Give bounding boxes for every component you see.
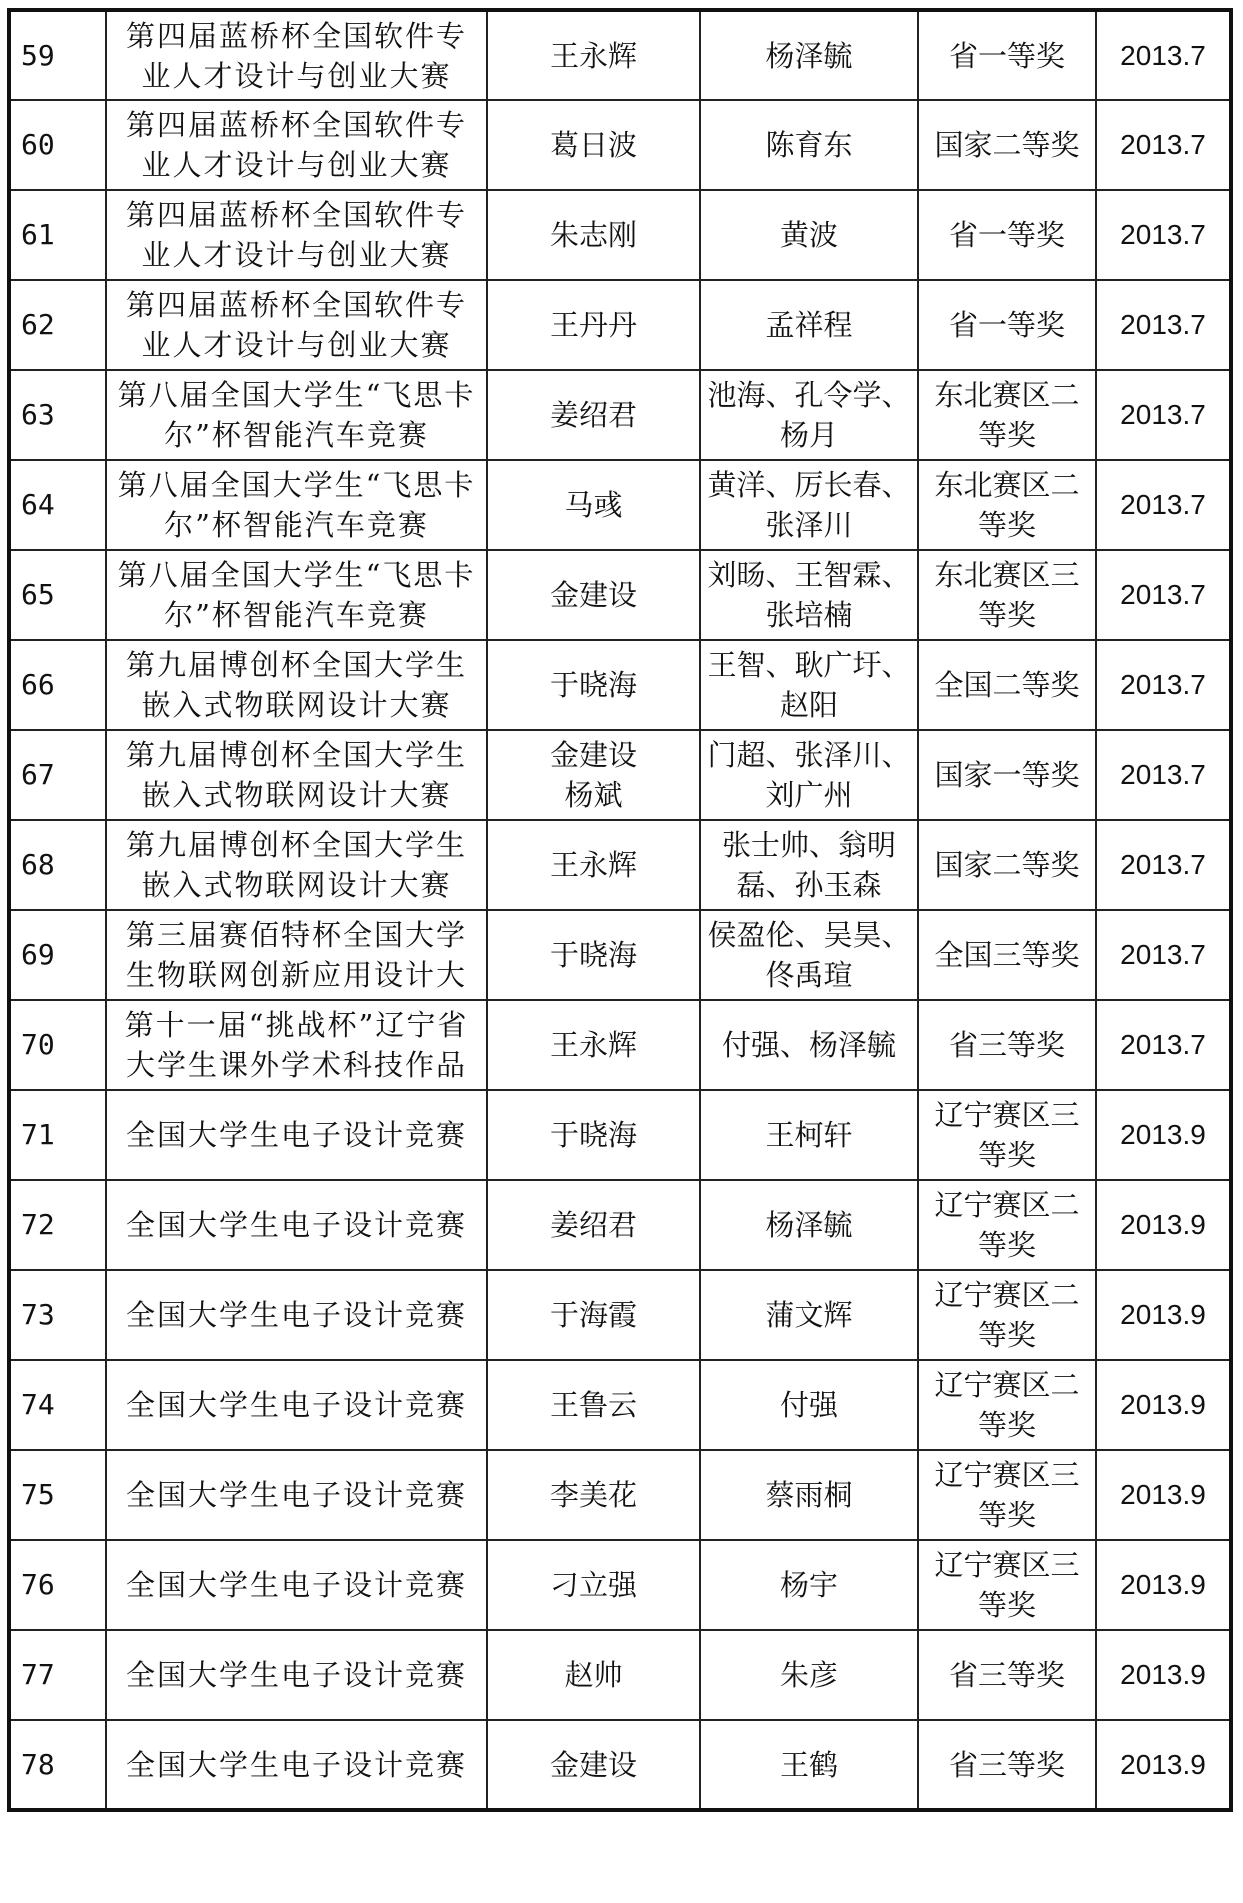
entry-number: 77 xyxy=(9,1630,106,1720)
award-date: 2013.9 xyxy=(1096,1270,1231,1360)
competition-name-line: 全国大学生电子设计竞赛 xyxy=(125,1568,467,1602)
competition-name-line: 全国大学生电子设计竞赛 xyxy=(125,1208,467,1242)
student-names-line: 陈育东 xyxy=(765,128,853,162)
award-level-line: 全国三等奖 xyxy=(934,938,1080,972)
competition-name-line: 第四届蓝桥杯全国软件专 xyxy=(125,198,467,232)
award-level-line: 等奖 xyxy=(977,1588,1036,1622)
competition-name-line: 业人才设计与创业大赛 xyxy=(141,58,452,93)
competition-name-line: 第四届蓝桥杯全国软件专 xyxy=(125,288,467,322)
student-names-line: 侯盈伦、吴昊、 xyxy=(707,918,911,952)
award-level-line: 国家一等奖 xyxy=(934,758,1080,792)
award-table-body xyxy=(9,10,1231,1810)
competition-name xyxy=(106,1540,487,1630)
table-row xyxy=(9,1720,1231,1810)
table-row xyxy=(9,1000,1231,1090)
advisor-names-line: 金建设 xyxy=(549,1747,637,1782)
award-level-line: 东北赛区二 xyxy=(934,378,1080,412)
advisor-names-line: 于海霞 xyxy=(549,1298,637,1332)
award-level-line: 省三等奖 xyxy=(948,1658,1065,1692)
award-date: 2013.7 xyxy=(1096,370,1231,460)
award-date: 2013.7 xyxy=(1096,190,1231,280)
award-date: 2013.9 xyxy=(1096,1540,1231,1630)
student-names xyxy=(700,1540,918,1630)
award-date: 2013.7 xyxy=(1096,460,1231,550)
student-names-line: 刘旸、王智霖、 xyxy=(707,558,911,592)
award-level-line: 辽宁赛区二 xyxy=(934,1188,1080,1222)
entry-number: 74 xyxy=(9,1360,106,1450)
award-level-line: 全国二等奖 xyxy=(934,668,1080,702)
student-names xyxy=(700,1450,918,1540)
student-names-line: 付强 xyxy=(779,1388,838,1422)
student-names xyxy=(700,100,918,190)
advisor-names-line: 王永辉 xyxy=(549,848,637,882)
advisor-names xyxy=(487,640,700,730)
award-level xyxy=(918,1180,1096,1270)
competition-name-line: 第四届蓝桥杯全国软件专 xyxy=(125,18,467,53)
competition-name-line: 全国大学生电子设计竞赛 xyxy=(125,1298,467,1332)
award-level-line: 等奖 xyxy=(977,1138,1036,1172)
student-names-line: 付强、杨泽毓 xyxy=(721,1028,896,1062)
award-level xyxy=(918,1270,1096,1360)
competition-name-line: 全国大学生电子设计竞赛 xyxy=(125,1118,467,1152)
table-row xyxy=(9,910,1231,1000)
advisor-names xyxy=(487,1360,700,1450)
competition-name xyxy=(106,640,487,730)
table-row xyxy=(9,1540,1231,1630)
student-names xyxy=(700,190,918,280)
entry-number: 62 xyxy=(9,280,106,370)
competition-name xyxy=(106,1630,487,1720)
competition-name-line: 业人才设计与创业大赛 xyxy=(141,328,452,362)
advisor-names-line: 朱志刚 xyxy=(549,218,637,252)
award-level-line: 等奖 xyxy=(977,1498,1036,1532)
advisor-names xyxy=(487,190,700,280)
student-names-line: 杨泽毓 xyxy=(765,1208,853,1242)
award-level xyxy=(918,1630,1096,1720)
competition-name-line: 第八届全国大学生“飞思卡 xyxy=(117,558,476,592)
competition-name-line: 嵌入式物联网设计大赛 xyxy=(141,778,452,812)
entry-number: 73 xyxy=(9,1270,106,1360)
competition-name xyxy=(106,1090,487,1180)
competition-name-line: 尔”杯智能汽车竞赛 xyxy=(164,598,429,632)
award-level xyxy=(918,640,1096,730)
advisor-names xyxy=(487,1630,700,1720)
advisor-names-line: 刁立强 xyxy=(549,1568,637,1602)
table-row xyxy=(9,10,1231,100)
student-names xyxy=(700,1630,918,1720)
entry-number: 70 xyxy=(9,1000,106,1090)
student-names xyxy=(700,10,918,100)
competition-name xyxy=(106,550,487,640)
award-level xyxy=(918,10,1096,100)
table-row xyxy=(9,640,1231,730)
student-names-line: 张士帅、翁明 xyxy=(721,828,896,862)
advisor-names-line: 金建设 xyxy=(549,578,637,612)
competition-name-line: 尔”杯智能汽车竞赛 xyxy=(164,418,429,452)
competition-name xyxy=(106,910,487,1000)
student-names-line: 刘广州 xyxy=(765,778,853,812)
competition-name-line: 第九届博创杯全国大学生 xyxy=(125,738,467,772)
award-level xyxy=(918,820,1096,910)
student-names-line: 孟祥程 xyxy=(765,308,853,342)
award-level-line: 省三等奖 xyxy=(948,1028,1065,1062)
entry-number: 69 xyxy=(9,910,106,1000)
advisor-names xyxy=(487,1270,700,1360)
table-row xyxy=(9,190,1231,280)
award-level-line: 国家二等奖 xyxy=(934,848,1080,882)
entry-number: 76 xyxy=(9,1540,106,1630)
award-level xyxy=(918,1540,1096,1630)
student-names-line: 黄波 xyxy=(779,218,838,252)
award-date: 2013.9 xyxy=(1096,1180,1231,1270)
student-names-line: 门超、张泽川、 xyxy=(707,738,911,772)
award-level-line: 等奖 xyxy=(977,1318,1036,1352)
competition-name-line: 全国大学生电子设计竞赛 xyxy=(125,1478,467,1512)
award-level-line: 省一等奖 xyxy=(948,38,1065,73)
student-names xyxy=(700,1090,918,1180)
advisor-names-line: 葛日波 xyxy=(549,128,637,162)
award-date: 2013.7 xyxy=(1096,640,1231,730)
award-level-line: 辽宁赛区三 xyxy=(934,1458,1080,1492)
advisor-names-line: 王永辉 xyxy=(549,1028,637,1062)
competition-name-line: 嵌入式物联网设计大赛 xyxy=(141,868,452,902)
award-date: 2013.9 xyxy=(1096,1720,1231,1810)
advisor-names xyxy=(487,100,700,190)
award-level-line: 东北赛区二 xyxy=(934,468,1080,502)
advisor-names xyxy=(487,370,700,460)
award-level-line: 等奖 xyxy=(977,1228,1036,1262)
award-level xyxy=(918,910,1096,1000)
award-level xyxy=(918,100,1096,190)
award-level-line: 等奖 xyxy=(977,508,1036,542)
student-names xyxy=(700,1000,918,1090)
student-names-line: 王鹤 xyxy=(779,1747,838,1782)
competition-name-line: 业人才设计与创业大赛 xyxy=(141,148,452,182)
award-date: 2013.7 xyxy=(1096,1000,1231,1090)
advisor-names xyxy=(487,550,700,640)
advisor-names-line: 于晓海 xyxy=(549,668,637,702)
entry-number: 61 xyxy=(9,190,106,280)
award-level-line: 国家二等奖 xyxy=(934,128,1080,162)
student-names xyxy=(700,820,918,910)
award-level-line: 等奖 xyxy=(977,418,1036,452)
advisor-names-line: 马彧 xyxy=(564,488,623,522)
entry-number: 60 xyxy=(9,100,106,190)
competition-name xyxy=(106,1360,487,1450)
advisor-names xyxy=(487,10,700,100)
competition-name-line: 第九届博创杯全国大学生 xyxy=(125,828,467,862)
award-date: 2013.7 xyxy=(1096,820,1231,910)
advisor-names xyxy=(487,1540,700,1630)
student-names-line: 杨宇 xyxy=(779,1568,838,1602)
student-names xyxy=(700,730,918,820)
competition-name xyxy=(106,730,487,820)
competition-name xyxy=(106,370,487,460)
competition-name-line: 第八届全国大学生“飞思卡 xyxy=(117,468,476,502)
advisor-names xyxy=(487,730,700,820)
competition-name-line: 第三届赛佰特杯全国大学 xyxy=(125,918,467,952)
competition-name xyxy=(106,1720,487,1810)
student-names-line: 杨泽毓 xyxy=(765,38,853,73)
entry-number: 75 xyxy=(9,1450,106,1540)
table-row xyxy=(9,460,1231,550)
award-level-line: 辽宁赛区三 xyxy=(934,1548,1080,1582)
advisor-names-line: 王丹丹 xyxy=(549,308,637,342)
competition-name xyxy=(106,280,487,370)
award-date: 2013.9 xyxy=(1096,1090,1231,1180)
competition-name-line: 全国大学生电子设计竞赛 xyxy=(125,1747,467,1782)
competition-name xyxy=(106,1000,487,1090)
student-names-line: 王柯轩 xyxy=(765,1118,853,1152)
award-date: 2013.7 xyxy=(1096,280,1231,370)
award-date: 2013.7 xyxy=(1096,910,1231,1000)
competition-name-line: 生物联网创新应用设计大 xyxy=(125,958,467,992)
student-names-line: 蒲文辉 xyxy=(765,1298,853,1332)
advisor-names xyxy=(487,460,700,550)
table-row xyxy=(9,730,1231,820)
award-level xyxy=(918,190,1096,280)
competition-name xyxy=(106,820,487,910)
advisor-names-line: 赵帅 xyxy=(564,1658,623,1692)
competition-name-line: 第八届全国大学生“飞思卡 xyxy=(117,378,476,412)
award-date: 2013.7 xyxy=(1096,10,1231,100)
award-date: 2013.9 xyxy=(1096,1450,1231,1540)
award-date: 2013.7 xyxy=(1096,550,1231,640)
student-names-line: 赵阳 xyxy=(779,688,838,722)
competition-name xyxy=(106,1450,487,1540)
award-level-line: 东北赛区三 xyxy=(934,558,1080,592)
table-row xyxy=(9,1360,1231,1450)
competition-name xyxy=(106,100,487,190)
entry-number: 72 xyxy=(9,1180,106,1270)
advisor-names-line: 于晓海 xyxy=(549,1118,637,1152)
advisor-names xyxy=(487,1180,700,1270)
advisor-names xyxy=(487,1090,700,1180)
award-level xyxy=(918,370,1096,460)
table-row xyxy=(9,1180,1231,1270)
table-row xyxy=(9,1630,1231,1720)
advisor-names xyxy=(487,280,700,370)
student-names xyxy=(700,1180,918,1270)
award-level xyxy=(918,280,1096,370)
table-row xyxy=(9,100,1231,190)
student-names-line: 磊、孙玉森 xyxy=(736,868,882,902)
award-date: 2013.7 xyxy=(1096,100,1231,190)
advisor-names-line: 金建设 xyxy=(549,738,637,772)
student-names xyxy=(700,460,918,550)
advisor-names xyxy=(487,1720,700,1810)
award-level xyxy=(918,1000,1096,1090)
student-names xyxy=(700,1270,918,1360)
award-level-line: 辽宁赛区三 xyxy=(934,1098,1080,1132)
student-names xyxy=(700,550,918,640)
award-level xyxy=(918,1720,1096,1810)
competition-name xyxy=(106,460,487,550)
competition-name-line: 全国大学生电子设计竞赛 xyxy=(125,1388,467,1422)
competition-name-line: 第十一届“挑战杯”辽宁省 xyxy=(124,1008,469,1042)
award-level-line: 省一等奖 xyxy=(948,308,1065,342)
award-date: 2013.9 xyxy=(1096,1630,1231,1720)
entry-number: 63 xyxy=(9,370,106,460)
advisor-names xyxy=(487,1000,700,1090)
student-names-line: 张培楠 xyxy=(765,598,853,632)
student-names xyxy=(700,1360,918,1450)
award-level xyxy=(918,1450,1096,1540)
competition-name-line: 尔”杯智能汽车竞赛 xyxy=(164,508,429,542)
award-level xyxy=(918,550,1096,640)
table-row xyxy=(9,1090,1231,1180)
entry-number: 59 xyxy=(9,10,106,100)
student-names-line: 王智、耿广圩、 xyxy=(707,648,911,682)
competition-name xyxy=(106,190,487,280)
student-names-line: 池海、孔令学、 xyxy=(707,378,911,412)
student-names xyxy=(700,280,918,370)
award-level-line: 辽宁赛区二 xyxy=(934,1278,1080,1312)
award-level-line: 省一等奖 xyxy=(948,218,1065,252)
award-level-line: 省三等奖 xyxy=(948,1747,1065,1782)
award-level xyxy=(918,730,1096,820)
table-row xyxy=(9,280,1231,370)
advisor-names xyxy=(487,1450,700,1540)
competition-name-line: 第四届蓝桥杯全国软件专 xyxy=(125,108,467,142)
entry-number: 65 xyxy=(9,550,106,640)
entry-number: 64 xyxy=(9,460,106,550)
competition-name xyxy=(106,1180,487,1270)
entry-number: 66 xyxy=(9,640,106,730)
award-level xyxy=(918,1360,1096,1450)
table-row xyxy=(9,550,1231,640)
award-level xyxy=(918,460,1096,550)
table-row xyxy=(9,370,1231,460)
advisor-names-line: 李美花 xyxy=(549,1478,637,1512)
entry-number: 78 xyxy=(9,1720,106,1810)
advisor-names xyxy=(487,820,700,910)
award-level-line: 等奖 xyxy=(977,598,1036,632)
student-names xyxy=(700,910,918,1000)
advisor-names xyxy=(487,910,700,1000)
advisor-names-line: 于晓海 xyxy=(549,938,637,972)
table-row xyxy=(9,1450,1231,1540)
student-names-line: 杨月 xyxy=(779,418,838,452)
advisor-names-line: 王鲁云 xyxy=(549,1388,637,1422)
advisor-names-line: 姜绍君 xyxy=(549,1208,637,1242)
student-names-line: 佟禹瑄 xyxy=(765,958,853,992)
award-date: 2013.9 xyxy=(1096,1360,1231,1450)
entry-number: 71 xyxy=(9,1090,106,1180)
competition-name-line: 全国大学生电子设计竞赛 xyxy=(125,1658,467,1692)
student-names xyxy=(700,640,918,730)
award-date: 2013.7 xyxy=(1096,730,1231,820)
award-table xyxy=(7,8,1233,1812)
student-names xyxy=(700,370,918,460)
competition-name-line: 嵌入式物联网设计大赛 xyxy=(141,688,452,722)
advisor-names-line: 杨斌 xyxy=(564,778,623,812)
entry-number: 67 xyxy=(9,730,106,820)
competition-name xyxy=(106,1270,487,1360)
competition-name-line: 业人才设计与创业大赛 xyxy=(141,238,452,272)
student-names-line: 朱彦 xyxy=(779,1658,838,1692)
competition-name-line: 大学生课外学术科技作品 xyxy=(125,1048,467,1082)
student-names xyxy=(700,1720,918,1810)
advisor-names-line: 姜绍君 xyxy=(549,398,637,432)
competition-name xyxy=(106,10,487,100)
award-level-line: 等奖 xyxy=(977,1408,1036,1442)
student-names-line: 张泽川 xyxy=(765,508,853,542)
table-row xyxy=(9,1270,1231,1360)
student-names-line: 蔡雨桐 xyxy=(765,1478,853,1512)
competition-name-line: 第九届博创杯全国大学生 xyxy=(125,648,467,682)
award-level-line: 辽宁赛区二 xyxy=(934,1368,1080,1402)
award-level xyxy=(918,1090,1096,1180)
entry-number: 68 xyxy=(9,820,106,910)
student-names-line: 黄洋、厉长春、 xyxy=(707,468,911,502)
table-row xyxy=(9,820,1231,910)
advisor-names-line: 王永辉 xyxy=(549,38,637,73)
